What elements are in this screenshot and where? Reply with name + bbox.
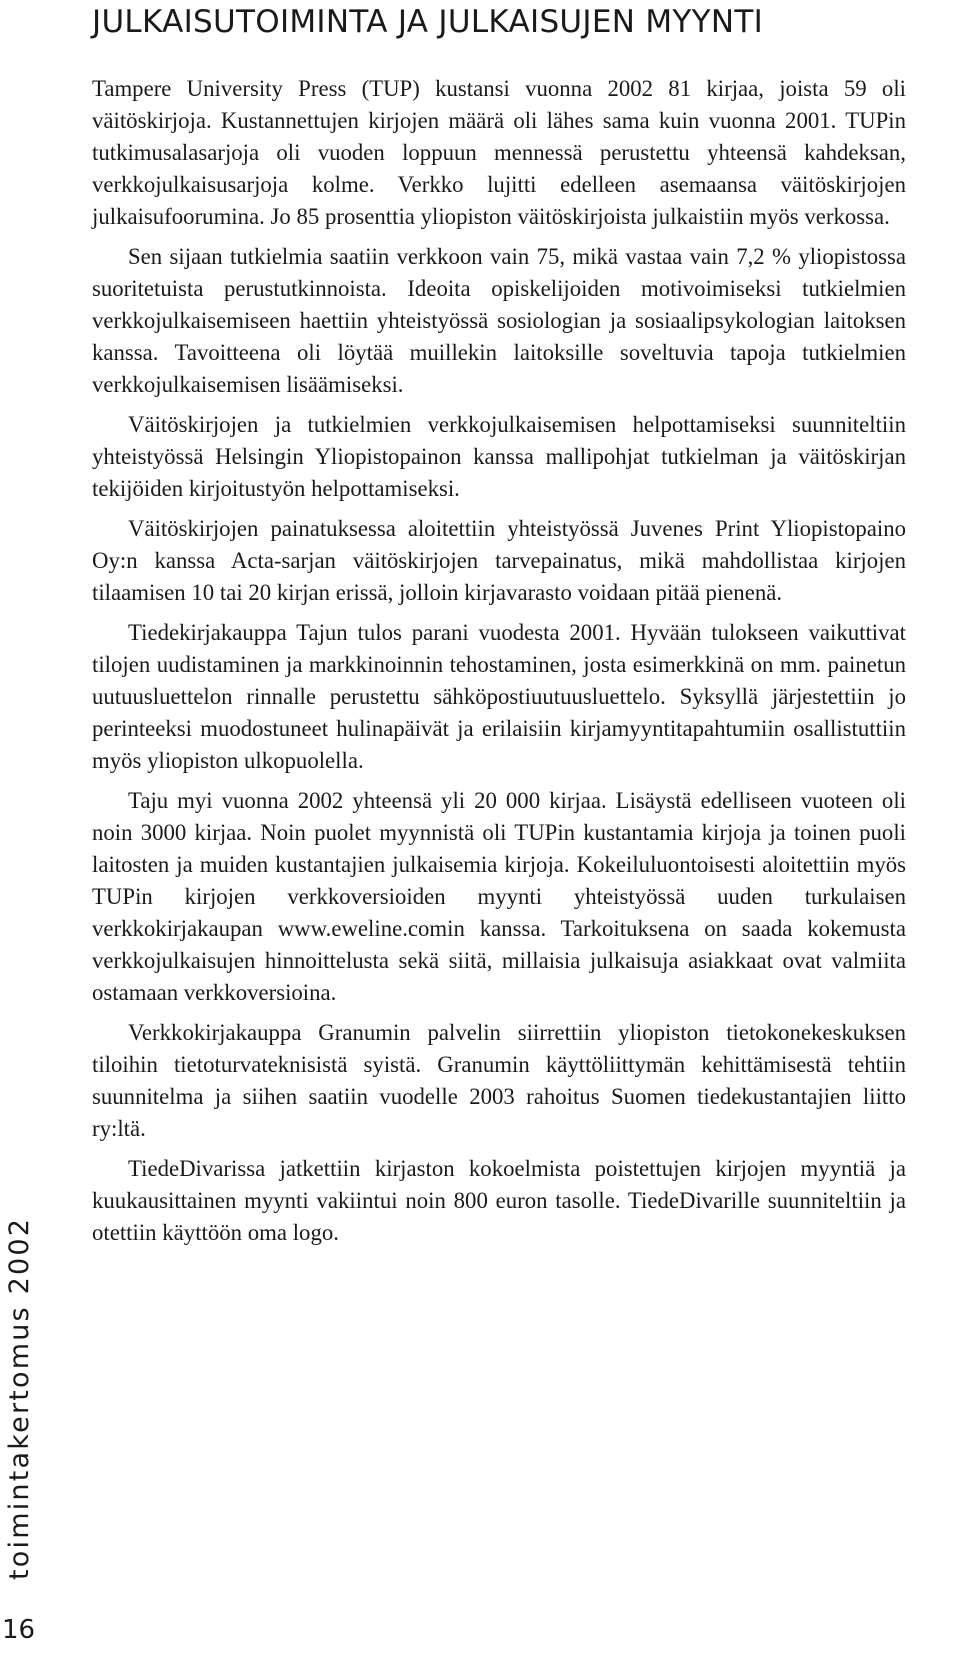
paragraph-1: Tampere University Press (TUP) kustansi vuonna 2002 81 kirjaa, joista 59 oli väitöskirjoja. Kustannettujen kirjojen määrä oli lähes sama kuin vuonna 2001. TUPin tutkimusalasarjoja oli vuoden loppuun mennessä perustettu yhteensä kahdeksan, verkkojulkaisusarjoja kolme. Verkko lujitti edelleen asemaansa väitöskirjojen julkaisufoorumina. Jo 85 prosenttia yliopiston väitöskirjoista julkaistiin myös verkossa. xyxy=(92,76,906,229)
paragraph-7: Verkkokirjakauppa Granumin palvelin siirrettiin yliopiston tietokonekeskuksen tiloihin tietoturvateknisistä syistä. Granumin käyttöliittymän kehittämisestä tehtiin suunnitelma ja siihen saatiin vuodelle 2003 rahoitus Suomen tiedekustantajien liitto ry:ltä. xyxy=(92,1020,906,1141)
report-side-label: toimintakertomus 2002 xyxy=(4,1216,35,1580)
body-text xyxy=(92,73,906,1257)
page-title: JULKAISUTOIMINTA JA JULKAISUJEN MYYNTI xyxy=(92,4,764,40)
page-number: 16 xyxy=(2,1615,36,1645)
paragraph-6: Taju myi vuonna 2002 yhteensä yli 20 000 kirjaa. Lisäystä edelliseen vuoteen oli noin 3000 kirjaa. Noin puolet myynnistä oli TUPin kustantamia kirjoja ja toinen puoli laitosten ja muiden kustantajien julkaisemia kirjoja. Kokeiluluontoisesti aloitettiin myös TUPin kirjojen verkkoversioiden myynti yhteistyössä uuden turkulaisen verkkokirjakaupan www.eweline.comin kanssa. Tarkoituksena on saada kokemusta verkkojulkaisujen hinnoittelusta sekä siitä, millaisia julkaisuja asiakkaat ovat valmiita ostamaan verkkoversioina. xyxy=(92,788,906,1005)
paragraph-3: Väitöskirjojen ja tutkielmien verkkojulkaisemisen helpottamiseksi suunniteltiin yhteistyössä Helsingin Yliopistopainon kanssa mallipohjat tutkielman ja väitöskirjan tekijöiden kirjoitustyön helpottamiseksi. xyxy=(92,412,906,501)
paragraph-4: Väitöskirjojen painatuksessa aloitettiin yhteistyössä Juvenes Print Yliopistopaino Oy:n kanssa Acta-sarjan väitöskirjojen tarvepainatus, mikä mahdollistaa kirjojen tilaamisen 10 tai 20 kirjan erissä, jolloin kirjavarasto voidaan pitää pienenä. xyxy=(92,516,906,605)
paragraph-8: TiedeDivarissa jatkettiin kirjaston kokoelmista poistettujen kirjojen myyntiä ja kuukausittainen myynti vakiintui noin 800 euron tasolle. TiedeDivarille suunniteltiin ja otettiin käyttöön oma logo. xyxy=(92,1156,906,1245)
paragraph-2: Sen sijaan tutkielmia saatiin verkkoon vain 75, mikä vastaa vain 7,2 % yliopistossa suoritetuista perustutkinnoista. Ideoita opiskelijoiden motivoimiseksi tutkielmien verkkojulkaisemiseen haettiin yhteistyössä sosiologian ja sosiaalipsykologian laitoksen kanssa. Tavoitteena oli löytää muillekin laitoksille soveltuvia tapoja tutkielmien verkkojulkaisemisen lisäämiseksi. xyxy=(92,244,906,397)
paragraph-5: Tiedekirjakauppa Tajun tulos parani vuodesta 2001. Hyvään tulokseen vaikuttivat tilojen uudistaminen ja markkinoinnin tehostaminen, josta esimerkkinä on mm. painetun uutuusluettelon rinnalle perustettu sähköpostiuutuusluettelo. Syksyllä järjestettiin jo perinteeksi muodostuneet hulinapäivät ja erilaisiin kirjamyyntitapahtumiin osallistuttiin myös yliopiston ulkopuolella. xyxy=(92,620,906,773)
